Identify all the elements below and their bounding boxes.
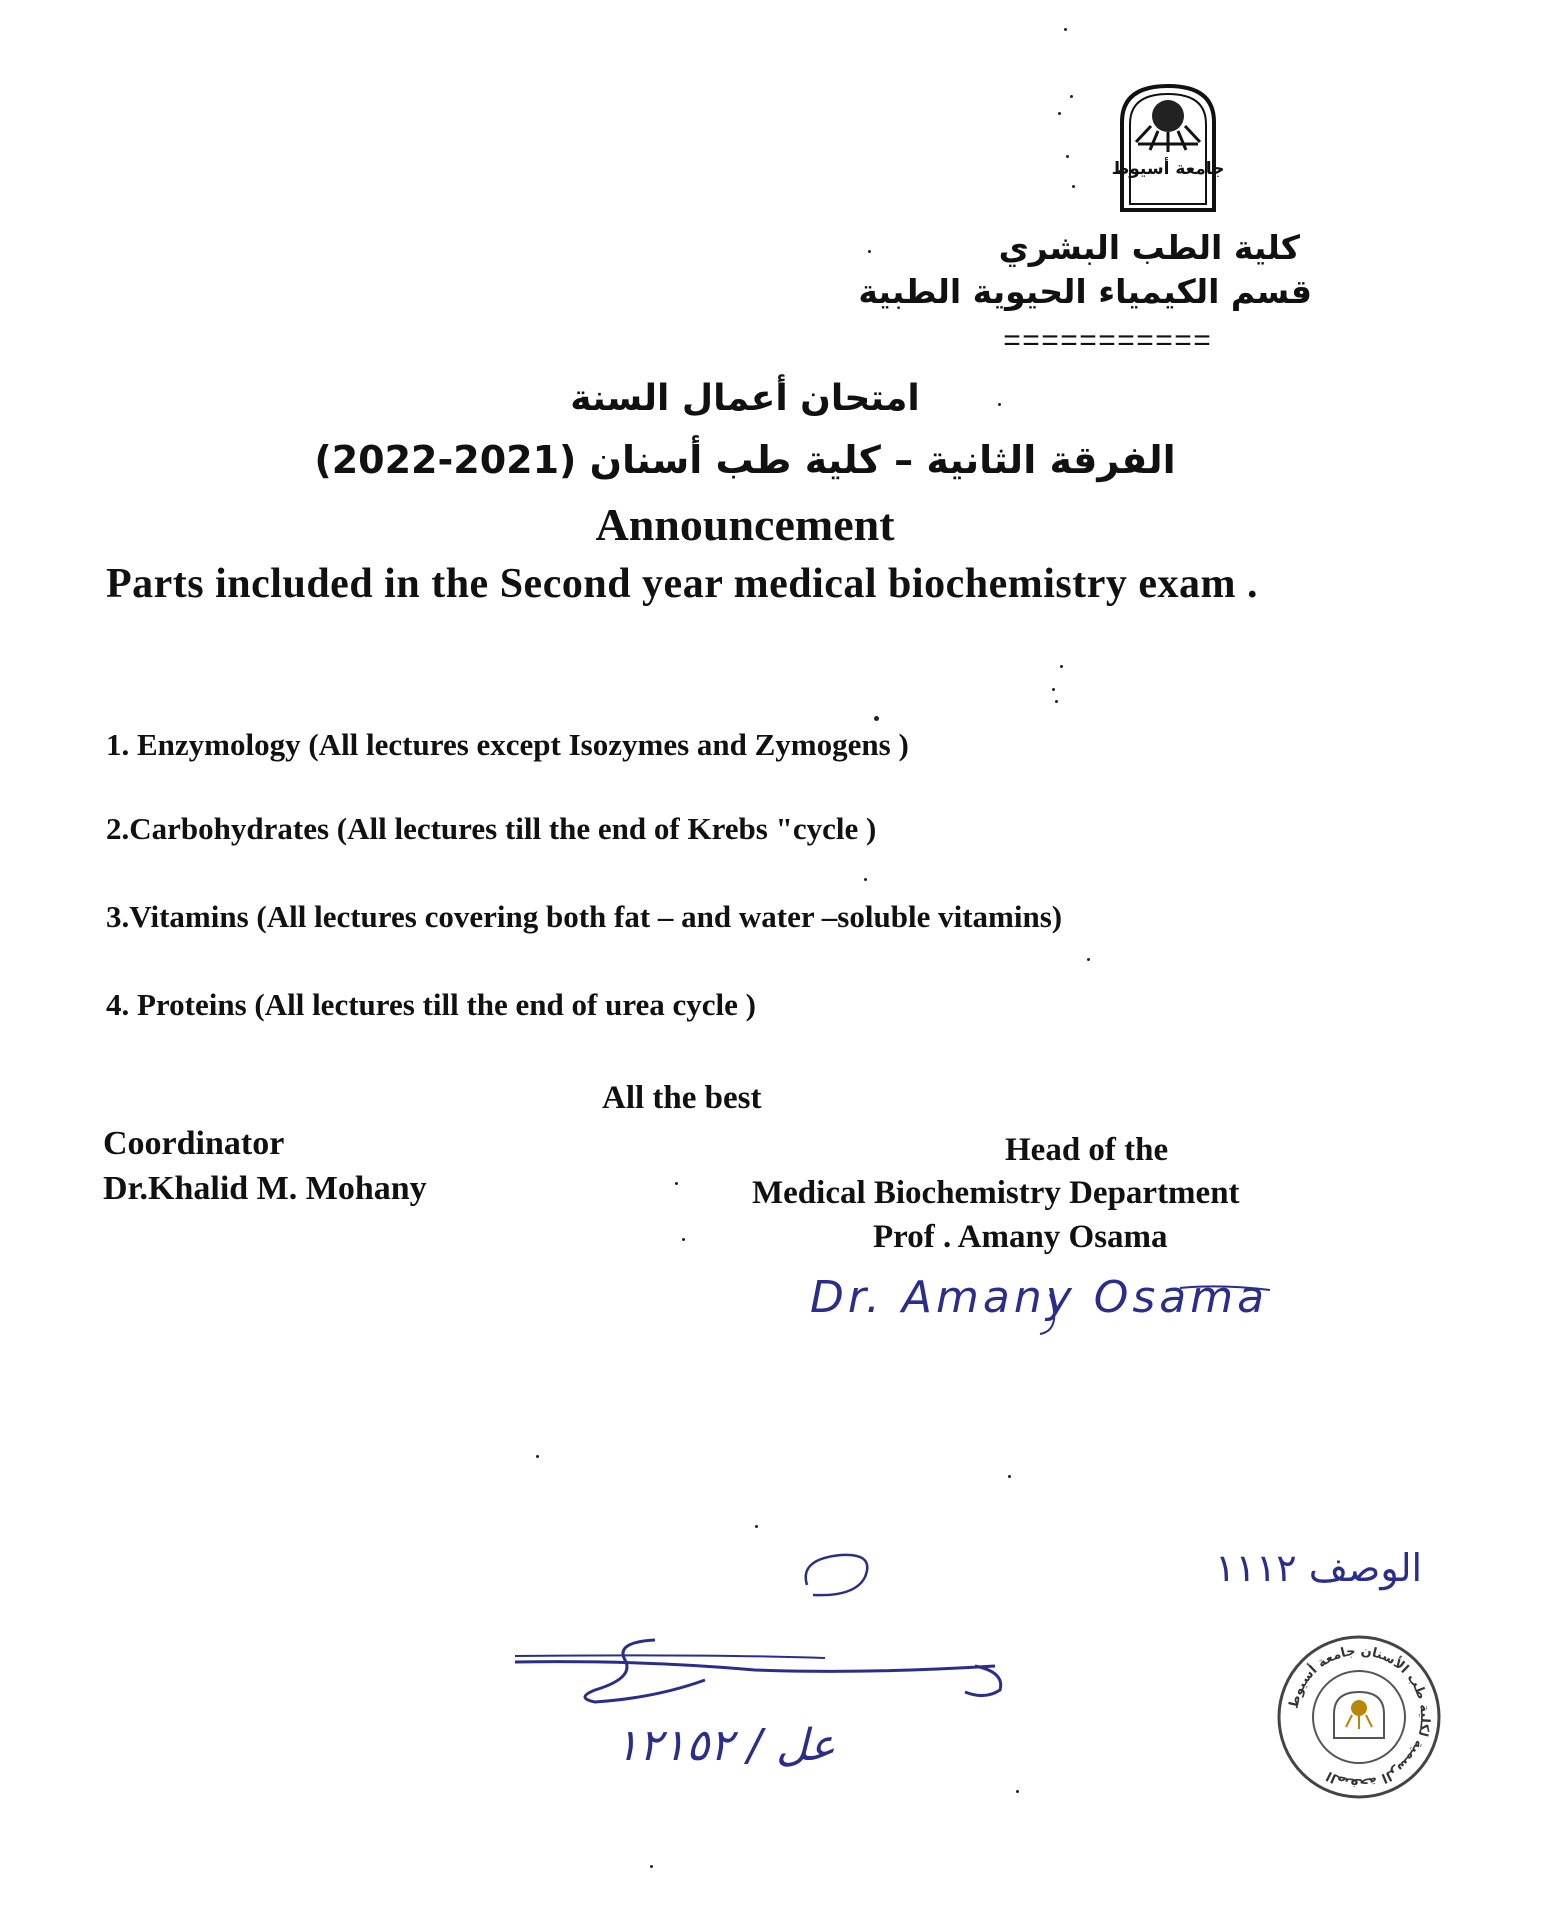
head-name: Prof . Amany Osama: [873, 1219, 1168, 1255]
header-divider: ===========: [1003, 326, 1213, 360]
scan-speck: [868, 250, 871, 253]
scan-speck: [1087, 958, 1090, 961]
faculty-name: كلية الطب البشري: [998, 228, 1300, 267]
list-item: 1. Enzymology (All lectures except Isozymes and Zymogens ): [106, 727, 909, 762]
scan-speck: [675, 1182, 678, 1185]
bottom-signature: [505, 1620, 1025, 1780]
scan-speck: [1066, 155, 1069, 158]
handwritten-note: [795, 1535, 1423, 1615]
head-signature-text: Dr. Amany Osama: [810, 1272, 1269, 1323]
department-name: قسم الكيمياء الحيوية الطبية: [858, 272, 1312, 311]
list-item: 3.Vitamins (All lectures covering both fat – and water –soluble vitamins): [106, 899, 1063, 934]
scan-speck: [1064, 28, 1067, 31]
head-role-line1: Head of the: [1005, 1132, 1169, 1168]
scan-speck: [1070, 95, 1073, 98]
coordinator-role: Coordinator: [103, 1125, 285, 1162]
exam-title: امتحان أعمال السنة: [570, 378, 920, 419]
scan-speck: [1055, 700, 1058, 703]
head-role-line2: Medical Biochemistry Department: [752, 1175, 1240, 1211]
list-item: 4. Proteins (All lectures till the end of urea cycle ): [106, 987, 757, 1022]
faculty-stamp: [1276, 1634, 1442, 1800]
scan-speck: [1052, 688, 1055, 691]
scan-speck: [1058, 112, 1061, 115]
scan-speck: [864, 878, 867, 881]
faculty-stamp-text: الصفحة الرسمية لكلية طب الأسنان جامعة أسيوط: [1286, 1643, 1433, 1791]
university-logo-text: جامعة أسيوط: [1111, 159, 1225, 179]
university-logo: [1111, 82, 1225, 214]
scan-speck: [874, 716, 879, 721]
handwritten-note-text: الوصف ١١١٢: [1215, 1546, 1423, 1590]
head-signature: [800, 1260, 1280, 1340]
announcement-intro: Parts included in the Second year medical biochemistry exam .: [106, 561, 1258, 607]
exam-year-line: الفرقة الثانية – كلية طب أسنان (2021-2022): [314, 438, 1176, 482]
scan-speck: [650, 1865, 653, 1868]
scan-speck: [755, 1525, 758, 1528]
closing-text: All the best: [602, 1080, 762, 1116]
scan-speck: [1008, 1475, 1011, 1478]
scan-speck: [682, 1238, 685, 1241]
list-item: 2.Carbohydrates (All lectures till the end of Krebs "cycle ): [106, 811, 877, 846]
announcement-title: Announcement: [595, 499, 895, 550]
bottom-signature-text: عل / ١٢١٥٢: [615, 1720, 836, 1771]
scan-speck: [1060, 665, 1063, 668]
coordinator-name: Dr.Khalid M. Mohany: [103, 1170, 427, 1207]
scan-speck: [536, 1455, 539, 1458]
scan-speck: [1016, 1790, 1019, 1793]
scan-speck: [1072, 185, 1075, 188]
